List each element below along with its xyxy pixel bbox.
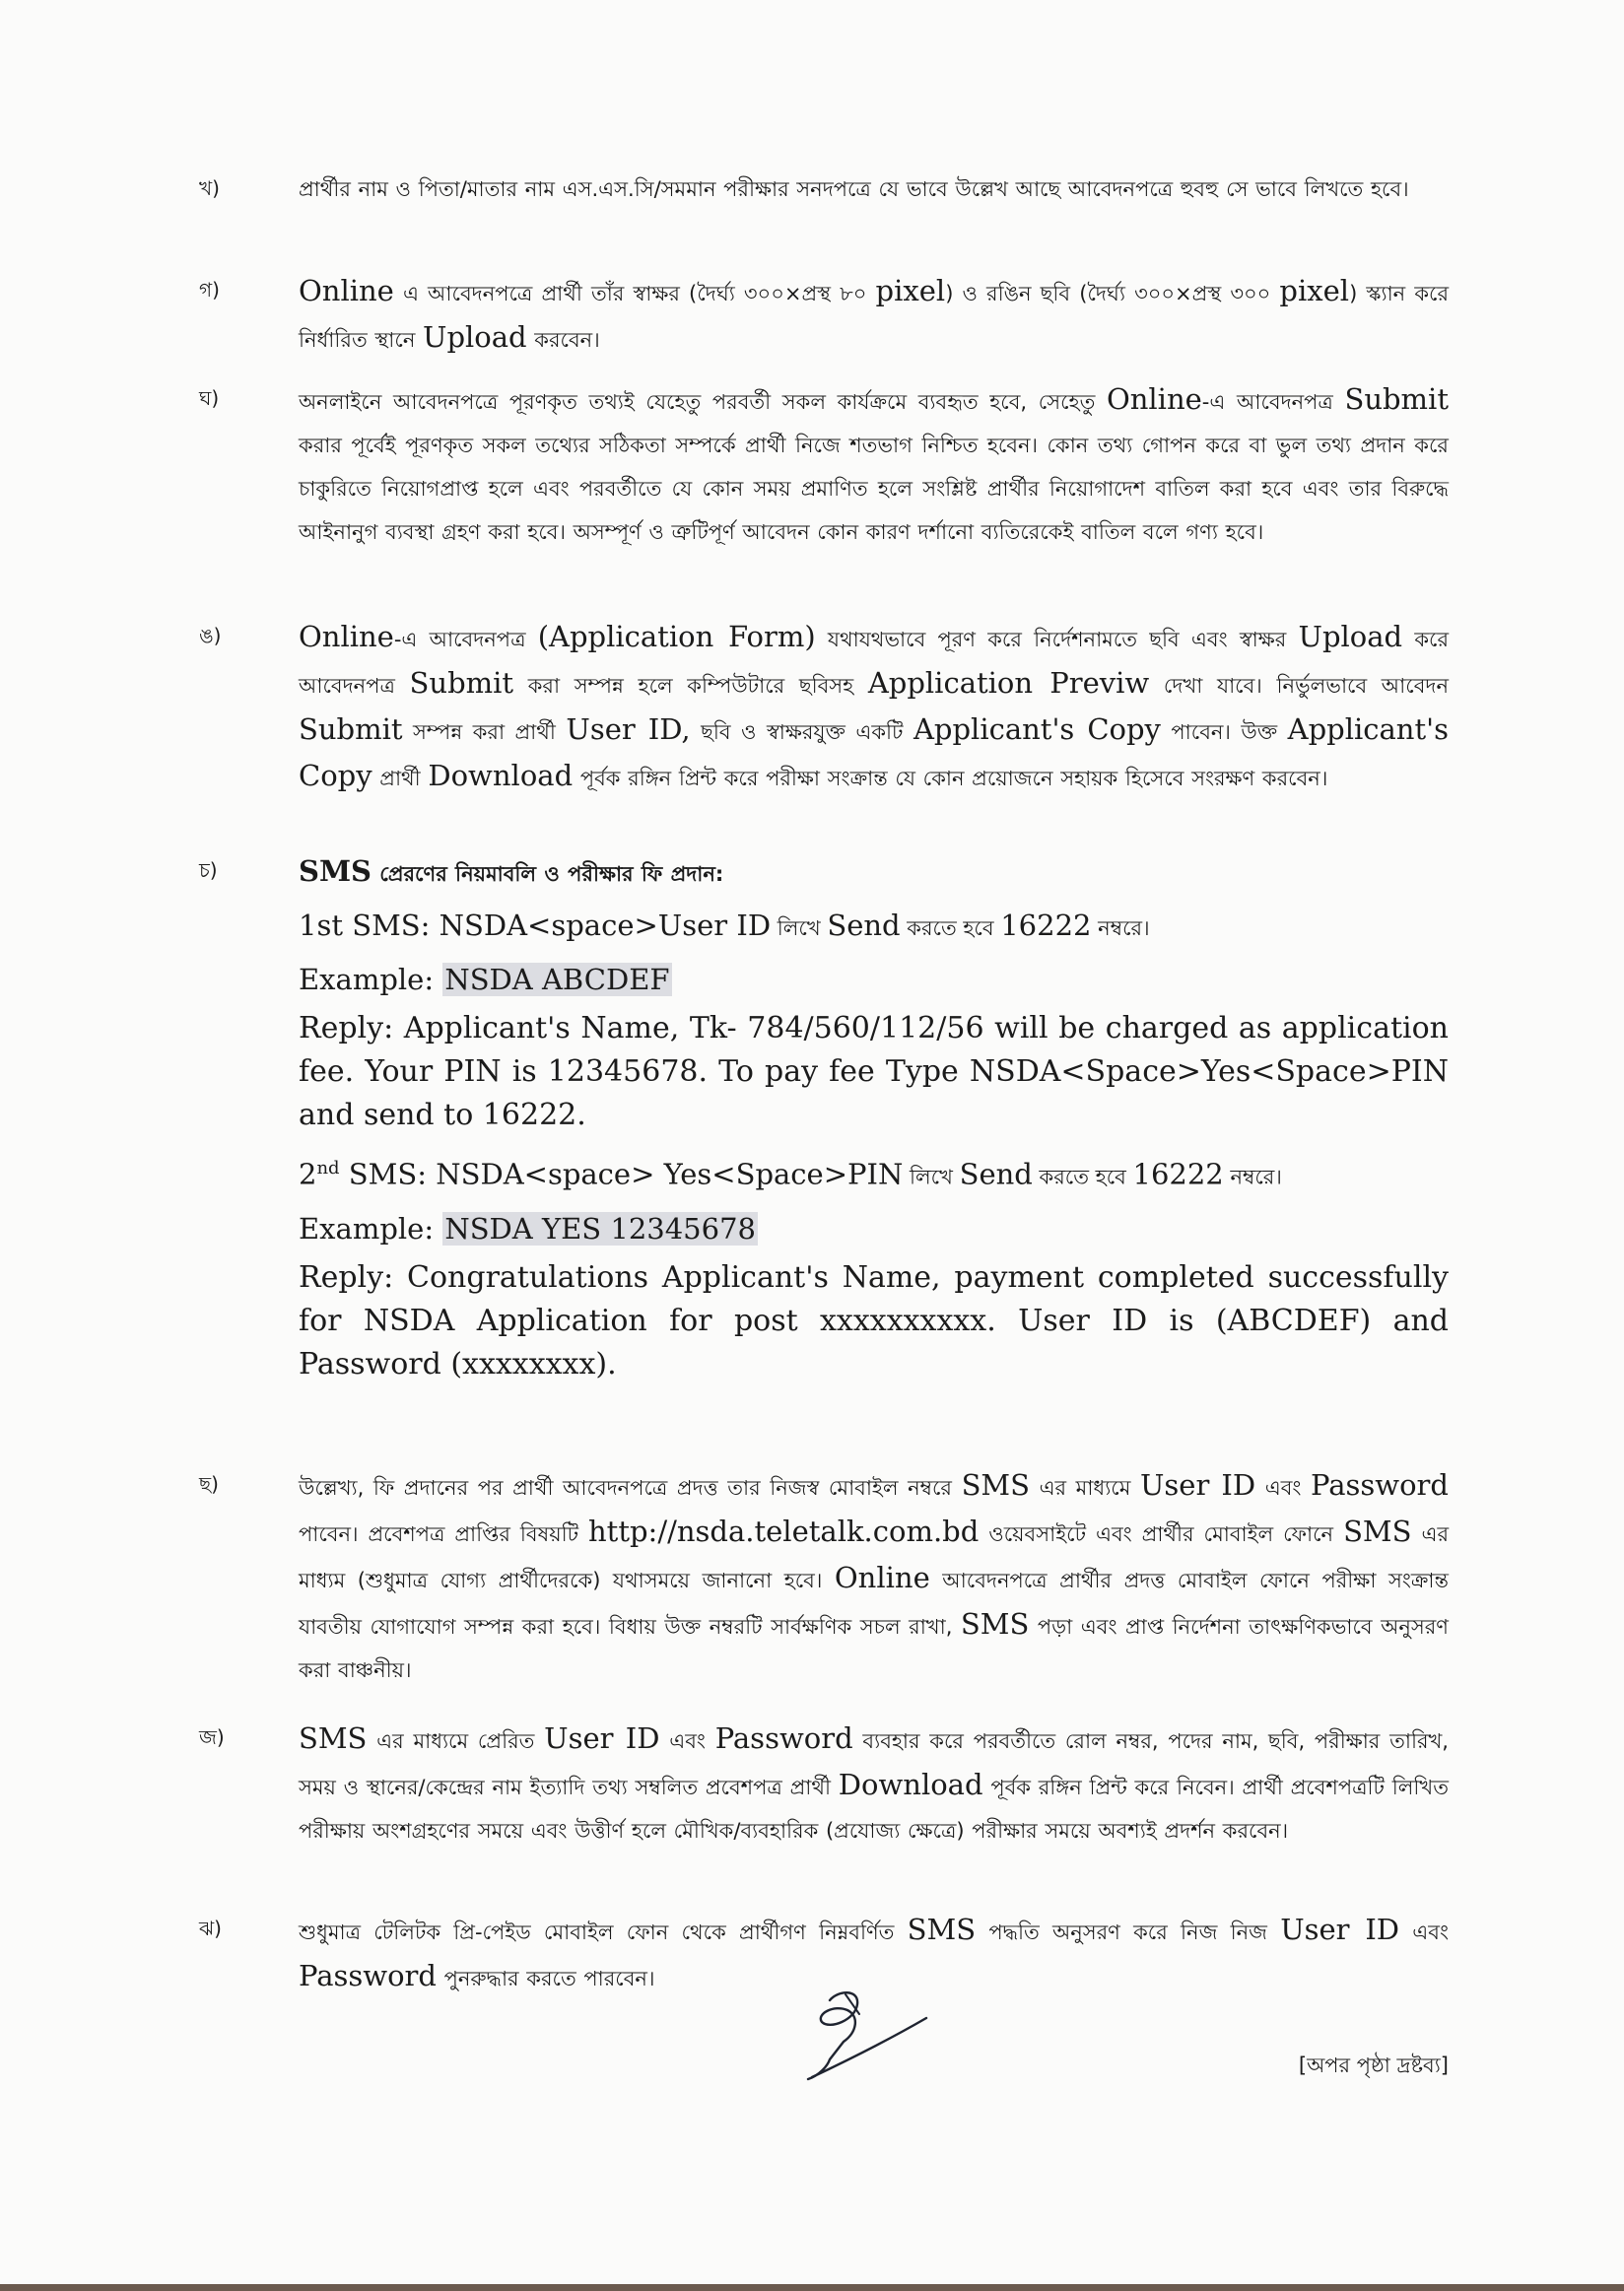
text-run: SMS — [299, 1721, 368, 1755]
clause-marker: চ) — [199, 858, 218, 882]
clause-uma — [199, 615, 1449, 800]
text-run: Online — [834, 1561, 930, 1594]
text-run: 1st SMS: NSDA<space>User ID — [299, 909, 772, 942]
continued-overleaf-note: [অপর পৃষ্ঠা দ্রষ্টব্য] — [1298, 2054, 1449, 2077]
text-run: Send — [959, 1157, 1033, 1191]
text-run: প্রার্থী — [372, 767, 429, 790]
text-run: Download — [838, 1768, 983, 1801]
text-run: করবেন। — [526, 328, 600, 352]
text-run: Submit — [1344, 382, 1449, 416]
text-run: লিখে — [771, 916, 828, 940]
text-run: SMS — [299, 854, 372, 888]
clause-text — [299, 269, 1449, 362]
example-label: Example: — [299, 963, 443, 996]
clause-text — [299, 168, 1449, 211]
text-run: Submit — [409, 666, 514, 700]
second-sms-example — [299, 1207, 1449, 1250]
text-run: পড়া এবং প্রাপ্ত নির্দেশনা তাৎক্ষণিকভাবে অনুসরণ করা বাঞ্চনীয়। — [299, 1615, 1449, 1682]
text-run: নম্বরে। — [1223, 1165, 1282, 1189]
clause-marker: খ) — [199, 176, 220, 200]
text-run: Submit — [299, 712, 403, 746]
text-run: ) স্ক্যান করে নির্ধারিত স্থানে — [299, 282, 1450, 352]
clause-gha — [199, 377, 1449, 554]
text-run: ছবি ও স্বাক্ষরযুক্ত একটি — [690, 720, 914, 744]
clause-marker: জ) — [199, 1725, 225, 1749]
clause-text — [299, 377, 1449, 554]
text-run: Online — [1106, 382, 1202, 416]
clause-marker: ঘ) — [199, 386, 220, 410]
text-run: অনলাইনে আবেদনপত্রে পূরণকৃত তথ্যই যেহেতু পরবর্তী সকল কার্যক্রমে ব্যবহৃত হবে, সেহেতু — [299, 390, 1107, 414]
text-run: করতে হবে — [1032, 1165, 1133, 1189]
text-run: পদ্ধতি অনুসরণ করে নিজ নিজ — [976, 1920, 1281, 1944]
text-run: -এ আবেদনপত্র — [1201, 390, 1345, 414]
text-run: শুধুমাত্র টেলিটক প্রি-পেইড মোবাইল ফোন থেকে প্রার্থীগণ নিম্নবর্ণিত — [299, 1920, 908, 1944]
text-run: এর মাধ্যমে প্রেরিত — [367, 1729, 545, 1753]
text-run: Password — [1311, 1468, 1449, 1502]
text-run: Download — [428, 759, 574, 792]
clause-cha — [199, 849, 1449, 1386]
clause-ga — [199, 269, 1450, 362]
text-run: SMS — [961, 1468, 1030, 1502]
text-run: 16222 — [1000, 909, 1092, 942]
clause-kha — [199, 168, 1449, 211]
text-run: এবং — [1255, 1476, 1312, 1500]
second-sms-reply: Reply: Congratulations Applicant's Name, payment completed successfully for NSDA Application for post xxxxxxxxxx. User ID is (ABCDEF) and Password (xxxxxxxx). — [299, 1259, 1449, 1381]
scan-edge — [0, 2284, 1624, 2291]
text-run: Application Previw — [867, 666, 1150, 700]
clause-marker: ছ) — [199, 1472, 219, 1496]
clause-marker: গ) — [199, 278, 220, 302]
text-run: আবেদনপত্রে প্রার্থীর প্রদত্ত মোবাইল ফোনে পরীক্ষা সংক্রান্ত যাবতীয় যোগাযোগ সম্পন্ন করা হবে। বিধায় উক্ত নম্বরটি সার্বক্ষণিক সচল রাখা, — [299, 1569, 1449, 1639]
text-run: -এ আবেদনপত্র — [393, 628, 538, 651]
text-run: প্রেরণের নিয়মাবলি ও পরীক্ষার ফি প্রদান: — [372, 862, 724, 886]
text-run: pixel — [875, 274, 946, 307]
text-run: করা সম্পন্ন হলে কম্পিউটারে ছবিসহ — [513, 674, 868, 698]
text-run: এর মাধ্যমে — [1030, 1476, 1140, 1500]
text-run: Password — [299, 1959, 437, 1992]
clause-text — [299, 615, 1449, 800]
text-run: User ID, — [566, 712, 691, 746]
text-run: যথাযথভাবে পূরণ করে নির্দেশনামতে ছবি এবং স্বাক্ষর — [815, 628, 1299, 651]
text-run: নম্বরে। — [1091, 916, 1150, 940]
signature — [800, 1981, 938, 2089]
text-run: Password — [714, 1721, 853, 1755]
text-run: প্রার্থীর নাম ও পিতা/মাতার নাম এস.এস.সি/সমমান পরীক্ষার সনদপত্রে যে ভাবে উল্লেখ আছে আবেদনপত্রে হুবহু সে ভাবে লিখতে হবে। — [299, 177, 1409, 201]
text-run: লিখে — [903, 1165, 960, 1189]
clause-marker: ঙ) — [199, 624, 222, 647]
text-run: Applicant's Copy — [299, 712, 1449, 792]
text-run: উল্লেখ্য, ফি প্রদানের পর প্রার্থী আবেদনপত্রে প্রদত্ত তার নিজস্ব মোবাইল নম্বরে — [299, 1476, 962, 1500]
text-run: পূর্বক রঙ্গিন প্রিন্ট করে পরীক্ষা সংক্রান্ত যে কোন প্রয়োজনে সহায়ক হিসেবে সংরক্ষণ করবেন। — [573, 767, 1328, 790]
clause-text — [299, 1463, 1449, 1692]
text-run: pixel — [1279, 274, 1350, 307]
text-run: SMS — [960, 1607, 1030, 1641]
text-run: nd — [316, 1158, 340, 1179]
text-run: SMS — [1343, 1515, 1412, 1548]
text-run: Online — [299, 620, 394, 653]
clause-marker: ঝ) — [199, 1917, 222, 1940]
text-run: করার পূর্বেই পূরণকৃত সকল তথ্যের সঠিকতা সম্পর্কে প্রার্থী নিজে শতভাগ নিশ্চিত হবেন। কোন তথ্য গোপন করে বা ভুল তথ্য প্রদান করে চাকুরিতে নিয়োগপ্রাপ্ত হলে এবং পরবর্তীতে যে কোন সময় প্রমাণিত হলে সংশ্লিষ্ট প্রার্থীর নিয়োগাদেশ বাতিল করা হবে এবং তার বিরুদ্ধে আইনানুগ ব্যবস্থা গ্রহণ করা হবে। অসম্পূর্ণ ও ত্রুটিপূর্ণ আবেদন কোন কারণ দর্শানো ব্যতিরেকেই বাতিল বলে গণ্য হবে। — [299, 434, 1449, 544]
text-run: এবং — [1399, 1920, 1449, 1944]
text-run: SMS — [907, 1913, 977, 1946]
sms-rules-heading — [299, 849, 1449, 896]
text-run: 16222 — [1132, 1157, 1224, 1191]
text-run: User ID — [1280, 1913, 1400, 1946]
clause-chha — [199, 1463, 1450, 1692]
text-run: পাবেন। প্রবেশপত্র প্রাপ্তির বিষয়টি — [299, 1522, 588, 1546]
text-run: User ID — [544, 1721, 660, 1755]
text-run: Applicant's Copy — [913, 712, 1161, 746]
text-run: (Application Form) — [537, 620, 816, 653]
text-run: পাবেন। উক্ত — [1160, 720, 1288, 744]
text-run: করতে হবে — [900, 916, 1001, 940]
text-run: User ID — [1139, 1468, 1256, 1502]
text-run: ) ও রঙিন ছবি (দৈর্ঘ্য ৩০০×প্রস্থ ৩০০ — [945, 282, 1280, 305]
text-run: সম্পন্ন করা প্রার্থী — [402, 720, 567, 744]
example-label: Example: — [299, 1211, 443, 1246]
text-run: দেখা যাবে। নির্ভুলভাবে আবেদন — [1149, 674, 1449, 698]
first-sms-reply: Reply: Applicant's Name, Tk- 784/560/112/56 will be charged as application fee. Your PIN is 12345678. To pay fee Type NSDA<Space>Yes<Space>PIN and send to 16222. — [299, 1011, 1449, 1132]
text-run: Upload — [1298, 620, 1403, 653]
text-run: Send — [827, 909, 901, 942]
text-run: SMS: NSDA<space> Yes<Space>PIN — [339, 1157, 904, 1191]
text-run: Upload — [423, 320, 527, 354]
text-run: করে আবেদনপত্র — [299, 628, 1449, 698]
clause-ja — [199, 1717, 1449, 1853]
text-run: এর মাধ্যম (শুধুমাত্র যোগ্য প্রার্থীদেরকে) যথাসময়ে জানানো হবে। — [299, 1522, 1450, 1592]
text-run: এ আবেদনপত্রে প্রার্থী তাঁর স্বাক্ষর (দৈর্ঘ্য ৩০০×প্রস্থ ৮০ — [393, 282, 876, 305]
second-sms-instruction — [299, 1147, 1449, 1199]
text-run: পূর্বক রঙ্গিন প্রিন্ট করে নিবেন। প্রার্থী প্রবেশপত্রটি লিখিত পরীক্ষায় অংশগ্রহণের সময়ে এবং উত্তীর্ণ হলে মৌখিক/ব্যবহারিক (প্রযোজ্য ক্ষেত্রে) পরীক্ষার সময়ে অবশ্যই প্রদর্শন করবেন। — [299, 1776, 1449, 1843]
text-run: Online — [299, 274, 394, 307]
website-url: http://nsda.teletalk.com.bd — [588, 1515, 980, 1548]
clause-text — [299, 1717, 1449, 1853]
text-run: 2 — [299, 1157, 317, 1191]
text-run: ওয়েবসাইটে এবং প্রার্থীর মোবাইল ফোনে — [979, 1522, 1344, 1546]
first-sms-instruction — [299, 904, 1449, 950]
first-sms-example — [299, 958, 1449, 1001]
text-run: ব্যবহার করে পরবর্তীতে রোল নম্বর, পদের নাম, ছবি, পরীক্ষার তারিখ, সময় ও স্থানের/কেন্দ্রের নাম ইত্যাদি তথ্য সম্বলিত প্রবেশপত্র প্রার্থী — [299, 1729, 1449, 1799]
text-run: পুনরুদ্ধার করতে পারবেন। — [436, 1967, 655, 1990]
example-value: NSDA YES 12345678 — [444, 1211, 756, 1246]
example-value: NSDA ABCDEF — [444, 963, 670, 996]
text-run: এবং — [659, 1729, 715, 1753]
